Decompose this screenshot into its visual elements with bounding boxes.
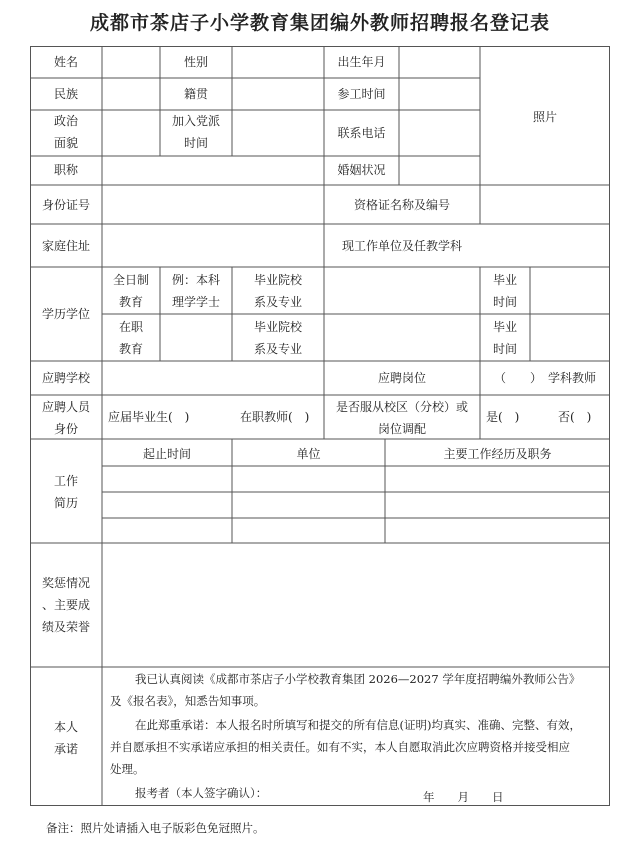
subject-teacher-field[interactable]: （ ） 学科教师 <box>493 371 596 385</box>
example-label-2: 理学学士 <box>171 295 220 309</box>
grad-label-3: 毕业 <box>492 320 517 334</box>
school-label-1: 毕业院校 <box>253 273 302 287</box>
obey-label-2: 岗位调配 <box>377 422 426 436</box>
promise-label-1: 本人 <box>53 720 78 734</box>
start-time-header: 起止时间 <box>142 447 191 461</box>
awards-label-2: 、主要成 <box>41 598 90 612</box>
resume-label-1: 工作 <box>53 474 78 488</box>
grad-label-4: 时间 <box>492 342 517 356</box>
gender-label: 性别 <box>183 55 208 69</box>
experience-header: 主要工作经历及职务 <box>443 447 552 461</box>
school-label-3: 毕业院校 <box>253 320 302 334</box>
grad-label-1: 毕业 <box>492 273 517 287</box>
fulltime-label-1: 全日制 <box>112 273 149 287</box>
political-label-1: 政治 <box>53 114 78 128</box>
birth-field[interactable] <box>400 47 479 78</box>
name-field[interactable] <box>103 47 159 78</box>
work-start-field[interactable] <box>400 79 479 110</box>
current-unit-label: 现工作单位及任教学科 <box>341 239 462 253</box>
photo-label: 照片 <box>532 110 557 124</box>
resume-label-2: 简历 <box>53 496 78 510</box>
footnote: 备注：照片处请插入电子版彩色免冠照片。 <box>46 821 265 835</box>
marital-label: 婚姻状况 <box>337 163 386 177</box>
awards-label-3: 绩及荣誉 <box>41 620 90 634</box>
title-rank-field[interactable] <box>103 157 323 185</box>
inservice-label-1: 在职 <box>118 320 143 334</box>
pledge-line-5: 处理。 <box>110 762 145 776</box>
resume-entries[interactable] <box>103 467 609 543</box>
awards-label-1: 奖惩情况 <box>41 576 90 590</box>
example-label-1: 例：本科 <box>171 273 220 287</box>
apply-post-label: 应聘岗位 <box>377 371 426 385</box>
id-number-field[interactable] <box>103 186 323 224</box>
inservice-label-2: 教育 <box>118 342 143 356</box>
date-line: 年 月 日 <box>423 790 504 804</box>
inservice-grad-field[interactable] <box>531 315 609 361</box>
education-label: 学历学位 <box>41 307 90 321</box>
fulltime-label-2: 教育 <box>118 295 143 309</box>
ethnicity-field[interactable] <box>103 79 159 110</box>
pledge-line-2: 及《报名表》，知悉告知事项。 <box>110 694 266 708</box>
party-label-2: 时间 <box>183 136 208 150</box>
identity-label-2: 身份 <box>53 422 78 436</box>
school-label-2: 系及专业 <box>253 295 302 309</box>
inservice-degree-field[interactable] <box>161 315 231 361</box>
unit-header: 单位 <box>296 447 321 461</box>
inservice-school-field[interactable] <box>325 315 479 361</box>
grad-label-2: 时间 <box>492 295 517 309</box>
ethnicity-label: 民族 <box>53 87 78 101</box>
fulltime-school-field[interactable] <box>325 268 479 314</box>
school-label-4: 系及专业 <box>253 342 302 356</box>
party-time-field[interactable] <box>233 111 323 156</box>
pledge-line-4: 并自愿承担不实承诺应承担的相关责任。如有不实，本人自愿取消此次应聘资格并接受相应 <box>110 740 570 754</box>
gender-field[interactable] <box>233 47 323 78</box>
signer-label: 报考者（本人签字确认）： <box>135 786 268 800</box>
pledge-line-1: 我已认真阅读《成都市茶店子小学校教育集团 2026—2027 学年度招聘编外教师公告》 <box>135 672 581 686</box>
in-service-option[interactable]: 在职教师( ) <box>240 410 310 424</box>
native-place-field[interactable] <box>233 79 323 110</box>
native-place-label: 籍贯 <box>183 87 208 101</box>
form-title: 成都市茶店子小学教育集团编外教师招聘报名登记表 <box>89 12 550 34</box>
identity-label-1: 应聘人员 <box>41 400 90 414</box>
phone-label: 联系电话 <box>337 126 386 140</box>
fulltime-grad-field[interactable] <box>531 268 609 314</box>
obey-label-1: 是否服从校区（分校）或 <box>335 400 468 414</box>
phone-field[interactable] <box>400 111 479 185</box>
apply-school-label: 应聘学校 <box>41 371 90 385</box>
political-field[interactable] <box>103 111 159 156</box>
birth-label: 出生年月 <box>337 55 386 69</box>
no-option[interactable]: 否( ) <box>558 410 592 424</box>
yes-option[interactable]: 是( ) <box>486 410 520 424</box>
promise-label-2: 承诺 <box>53 742 78 756</box>
fresh-graduate-option[interactable]: 应届毕业生( ) <box>108 410 190 424</box>
cert-label: 资格证名称及编号 <box>353 198 450 212</box>
current-unit-field[interactable] <box>481 225 609 267</box>
apply-school-field[interactable] <box>103 362 323 395</box>
registration-form-table <box>30 46 610 806</box>
pledge-line-3: 在此郑重承诺：本人报名时所填写和提交的所有信息(证明)均真实、准确、完整、有效， <box>135 718 581 732</box>
name-label: 姓名 <box>53 55 78 69</box>
title-rank-label: 职称 <box>53 163 78 177</box>
address-label: 家庭住址 <box>41 239 90 253</box>
work-start-label: 参工时间 <box>337 87 386 101</box>
awards-field[interactable] <box>103 544 609 667</box>
cert-field[interactable] <box>481 186 609 224</box>
party-label-1: 加入党派 <box>171 114 220 128</box>
address-field[interactable] <box>103 225 323 267</box>
id-number-label: 身份证号 <box>41 198 90 212</box>
political-label-2: 面貌 <box>53 136 78 150</box>
